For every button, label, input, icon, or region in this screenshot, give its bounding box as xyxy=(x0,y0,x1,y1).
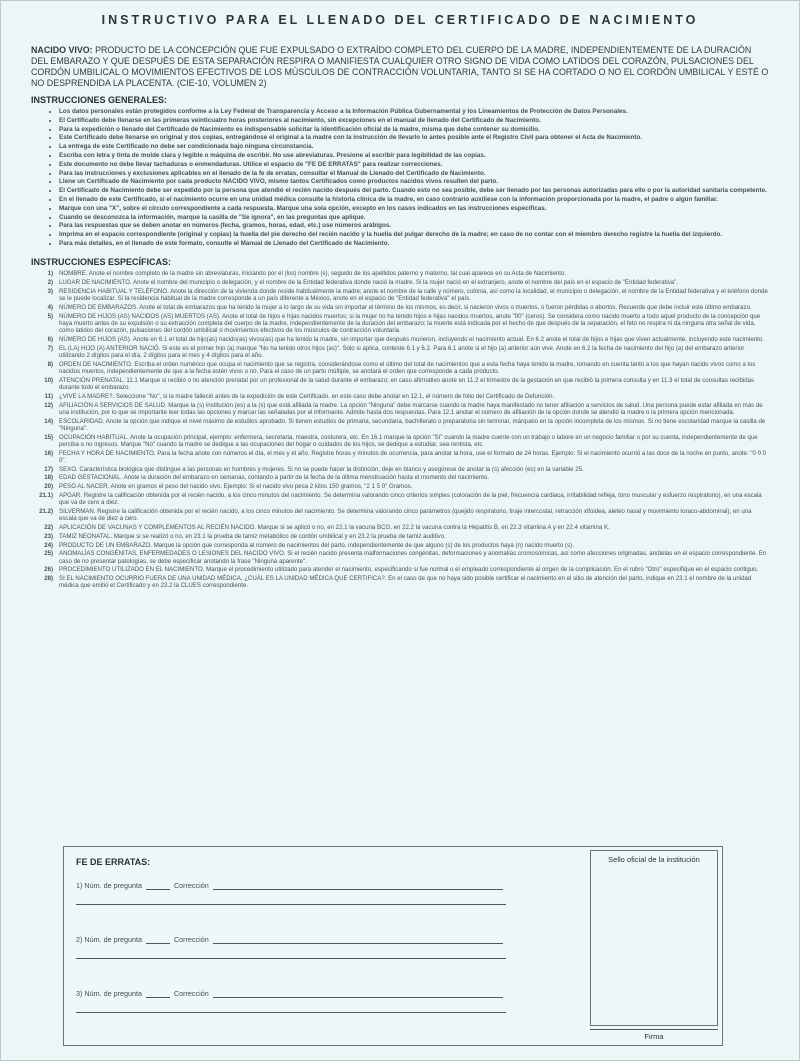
general-instruction-item: • Cuando se desconozca la información, marque la casilla de "Se ignora", en las preguntas que aplique. xyxy=(59,214,769,221)
instruction-number: 16) xyxy=(44,449,53,457)
correction-field-continuation[interactable] xyxy=(76,904,506,905)
instruction-text: EL (LA) HIJO (A) ANTERIOR NACIÓ. Si este es el primer hijo (a) marque "No ha tenido otros hijos (as)". Sólo si aplica, conteste 6.1 y 6.2. Para 6.1 anote si el hijo (a) anterior aún vive. Anote en 6.2 la fecha de nacimiento del hijo (a) del embarazo anterior utilizando 2 dígitos para el día, 2 dígitos para el mes y 4 dígitos para el año. xyxy=(59,344,745,359)
instruction-text: FECHA Y HORA DE NACIMIENTO. Para la fecha anote con números el día, el mes y el año. Registre horas y minutos de ocurrencia, para anotar la hora, use el formato de 24 horas. Ejemplo: Si el nacimiento ocurrió a las doce de la noche en punto, anote: "0 0 0 0". xyxy=(59,449,767,464)
question-number-label: Núm. de pregunta xyxy=(84,935,142,944)
specific-instruction-item xyxy=(31,393,769,400)
instruction-text: LUGAR DE NACIMIENTO. Anote el nombre del municipio o delegación, y el nombre de la Entidad federativa donde nació la madre. Si la mujer nació en el extranjero, anote el nombre del país en el espacio de "Entidad federativa". xyxy=(59,279,679,287)
instruction-number: 2) xyxy=(47,279,53,287)
specific-instruction-item xyxy=(31,508,769,522)
instruction-number: 5) xyxy=(47,312,53,320)
specific-instruction-item xyxy=(31,474,769,481)
general-instruction-item: • Marque con una "X", sobre el círculo correspondiente a cada respuesta. Marque una sola opción, excepto en los casos indicados en las instrucciones específicas. xyxy=(59,205,769,212)
correction-field[interactable] xyxy=(213,997,503,998)
specific-instruction-item xyxy=(31,466,769,473)
instruction-number: 6) xyxy=(47,335,53,343)
instruction-number: 24) xyxy=(44,541,53,549)
instruction-text: SEXO. Característica biológica que distingue a las personas en hombres y mujeres. Si no se puede hacer la distinción, deje en blanco y asegúrese de anotar la (s) afección (es) en la variable 25. xyxy=(59,465,584,473)
specific-instruction-item xyxy=(31,566,769,573)
specific-instruction-item xyxy=(31,575,769,589)
question-number-field[interactable] xyxy=(146,889,170,890)
instruction-number: 20) xyxy=(44,483,53,491)
general-instruction-item: • Los datos personales están protegidos conforme a la Ley Federal de Transparencia y Acceso a la Información Pública Gubernamental y los Lineamientos de Protección de Datos Personales. xyxy=(59,108,769,115)
errata-title: FE DE ERRATAS: xyxy=(76,857,151,867)
general-instruction-item: • Para la expedición o llenado del Certificado de Nacimiento es indispensable solicitar la identificación oficial de la madre, misma que debe contener su domicilio. xyxy=(59,126,769,133)
instruction-text: APLICACIÓN DE VACUNAS Y COMPLEMENTOS AL RECIÉN NACIDO. Marque si se aplicó o no, en 22.1 la vacuna BCG, en 22.2 la vacuna contra la Hepatitis B, en 22.3 vitamina A y en 22.4 vitamina K. xyxy=(59,523,610,531)
general-instruction-item: • Para las respuestas que se deben anotar en números (fecha, gramos, horas, edad, etc.) use números arábigos. xyxy=(59,222,769,229)
instruction-number: 8) xyxy=(47,360,53,368)
general-instruction-item: • Para más detalles, en el llenado de este formato, consulte el Manual de Llenado del Certificado de Nacimiento. xyxy=(59,240,769,247)
instruction-number: 17) xyxy=(44,465,53,473)
instruction-text: PRODUCTO DE UN EMBARAZO. Marque la opción que corresponda al número de nacimientos del parto, independientemente de que alguno (s) de los productos haya (n) nacido muerto (s). xyxy=(59,541,574,549)
instruction-text: EDAD GESTACIONAL. Anote la duración del embarazo en semanas, contando a partir de la fecha de la última menstruación hasta el momento del nacimiento. xyxy=(59,474,490,482)
specific-instruction-item xyxy=(31,345,769,359)
instruction-number: 10) xyxy=(44,376,53,384)
instruction-text: SI EL NACIMIENTO OCURRIÓ FUERA DE UNA UNIDAD MÉDICA, ¿CUÁL ES LA UNIDAD MÉDICA QUE CERTIFICA?. En el caso de que no haya sido posible certificar el nacimiento en el sitio de atención del parto, indique en 23.1 el nombre de la unidad médica que emitió el Certificado y en 23.2 la CLUES correspondiente. xyxy=(59,575,752,590)
definition-paragraph xyxy=(31,45,769,89)
instruction-number: 14) xyxy=(44,417,53,425)
general-instructions-heading: INSTRUCCIONES GENERALES: xyxy=(31,95,168,105)
instruction-number: 22) xyxy=(44,523,53,531)
errata-row xyxy=(76,935,576,959)
instruction-text: OCUPACIÓN HABITUAL. Anote la ocupación principal, ejemplo: enfermera, secretaria, maestra, costurera, etc. En 16.1 marque la opción "Sí" cuando la madre cuente con un trabajo o labore en un negocio familiar o por su cuenta, independientemente de que perciba o no ingresos. Marque "No" cuando la madre se dedique a las ocupaciones del hogar o cuidados de los hijos, se dedique a estudiar, sea rentista, etc. xyxy=(59,433,758,448)
instruction-number: 25) xyxy=(44,550,53,558)
instruction-text: NÚMERO DE HIJOS (AS) NACIDOS (AS) MUERTOS (AS). Anote el total de hijos e hijas nacidos muertos; si la mujer no ha tenido hijos e hijas nacidos muertos, anote "00" (ceros). Se considera como nacido muerto a todo aquel producto de la concepción que haya muerto antes de su expulsión o su extracción completa del cuerpo de la madre, independientemente de la duración del embarazo; la muerte está indicada por el hecho de que después de la separación, el feto no respira ni da ninguna otra señal de vida, como latidos del corazón, pulsaciones del cordón umbilical o movimientos efectivos de los músculos de contracción voluntaria. xyxy=(59,312,761,335)
specific-instructions-list xyxy=(31,270,769,589)
instruction-text: TAMIZ NEONATAL. Marque si se realizó o no, en 23.1 la prueba de tamiz metabólico de cordón umbilical y en 23.2 la prueba de tamiz auditivo. xyxy=(59,532,446,540)
instruction-text: APGAR. Registre la calificación obtenida por el recién nacido, a los cinco minutos del nacimiento. Se determina valorando cinco criterios simples (coloración de la piel, frecuencia cardiaca, irritabilidad refleja, tono muscular y esfuerzo respiratorio), en una escala que va de cero a diez. xyxy=(59,491,762,507)
institution-seal-box xyxy=(590,850,718,1026)
definition-text: PRODUCTO DE LA CONCEPCIÓN QUE FUE EXPULSADO O EXTRAÍDO COMPLETO DEL CUERPO DE LA MADRE, INDEPENDIENTEMENTE DE LA DURACIÓN DEL EMBARAZO Y QUE DESPUÉS DE ESTA SEPARACIÓN RESPIRA O MANIFIESTA CUALQUIER OTRO SIGNO DE VIDA COMO LATIDOS DEL CORAZÓN, PULSACIONES DEL CORDÓN UMBILICAL O MOVIMIENTOS EFECTIVOS DE LOS MÚSCULOS DE CONTRACCIÓN VOLUNTARIA, TANTO SI SE HA CORTADO O NO EL CORDÓN UMBILICAL Y ESTÉ O NO DESPRENDIDA LA PLACENTA. (CIE-10, VOLUMEN 2) xyxy=(31,45,769,88)
errata-box xyxy=(63,846,723,1046)
instruction-text: NOMBRE. Anote el nombre completo de la madre sin abreviaturas, iniciando por el (los) nombre (s), seguido de los apellidos paterno y materno, tal cual aparece en su Acta de Nacimiento. xyxy=(59,270,567,278)
errata-row-number: 2) xyxy=(76,935,83,944)
instruction-number: 23) xyxy=(44,532,53,540)
instruction-text: ¿VIVE LA MADRE?. Seleccione "No", si la madre falleció antes de la expedición de este Certificado, en este caso debe anotar en 12.1, el número de folio del Certificado de Defunción. xyxy=(59,392,555,400)
instruction-number: 3) xyxy=(47,287,53,295)
general-instruction-item: • Imprima en el espacio correspondiente (original y copias) la huella del pie derecho del recién nacido y la huella del pulgar derecho de la madre; en caso de no contar con el miembro derecho registre la huella del izquierdo. xyxy=(59,231,769,238)
instruction-text: ORDEN DE NACIMIENTO. Escriba el orden numérico que ocupa el nacimiento que se registra, considerándose como el último del total de nacimientos que a esta fecha haya tenido la madre, tomando en cuenta tanto a los que hayan nacido vivos como a los nacidos muertos, independientemente de que a la fecha estén vivos o no. Para el caso de un parto múltiple, se anotará el orden que corresponde a cada producto. xyxy=(59,360,756,375)
instruction-text: AFILIACIÓN A SERVICIOS DE SALUD. Marque la (s) institución (es) a la (s) que está afiliada la madre. La opción "Ninguna" debe marcarse cuando la madre haya manifestado no tener afiliación a servicios de salud. Una persona puede estar afiliada en más de una institución, por lo que se importante leer todas las opciones y marcar las señaladas por el informante. Admite hasta dos respuestas. Para 12.1 anotar el número de afiliación de la opción donde se atendió la madre o la primera opción mencionada. xyxy=(59,401,763,416)
specific-instruction-item xyxy=(31,450,769,464)
general-instruction-item: • Escriba con letra y tinta de molde clara y legible o máquina de escribir. No use abreviaturas. Presione al escribir para legibilidad de las copias. xyxy=(59,152,769,159)
specific-instruction-item xyxy=(31,279,769,286)
specific-instruction-item xyxy=(31,418,769,432)
instruction-text: PESO AL NACER. Anote en gramos el peso del nacido vivo. Ejemplo: Si el nacido vivo pesa 2 kilos 150 gramos, "2 1 5 0" Gramos. xyxy=(59,483,413,491)
page-title: INSTRUCTIVO PARA EL LLENADO DEL CERTIFICADO DE NACIMIENTO xyxy=(101,13,699,27)
general-instruction-item: • Este documento no debe llevar tachaduras o enmendaduras. Utilice el espacio de "FE DE ERRATAS" para realizar correcciones. xyxy=(59,161,769,168)
correction-label: Corrección xyxy=(173,935,209,944)
instruction-text: ESCOLARIDAD. Anote la opción que indique el nivel máximo de estudios aprobado. Si tienen estudios de primaria, secundaria, bachillerato o preparatoria sin terminar, márquelo en la opción incompleta de los mismos. Si no tiene escolaridad marque la casilla de "Ninguna". xyxy=(59,417,766,432)
instruction-number: 18) xyxy=(44,474,53,482)
instruction-number: 26) xyxy=(44,566,53,574)
specific-instruction-item xyxy=(31,483,769,490)
instruction-text: ATENCIÓN PRENATAL. 11.1 Marque si recibió o no atención prenatal por un profesional de la salud durante el embarazo; en caso afirmativo anote en 11.2 el trimestre de la gestación en que recibió la primera consulta y en 11.3 el total de consultas recibidas durante todo el embarazo. xyxy=(59,376,755,391)
instruction-text: RESIDENCIA HABITUAL Y TELÉFONO. Anote la dirección de la vivienda donde reside habitualmente la madre; anote el nombre de la calle y número, colonia, así como la localidad, el municipio o delegación, el nombre de la Entidad federativa y el teléfono donde se le puede localizar. Si la residencia habitual de la madre corresponde a un país diferente a México, anote en el espacio de "Entidad federativa" el país. xyxy=(59,287,768,303)
signature-line xyxy=(590,1029,718,1030)
general-instruction-item: • Para las instrucciones y exclusiones aplicables en el llenado de la fe de erratas, consultar el Manual de Llenado del Certificado de Nacimiento. xyxy=(59,170,769,177)
instruction-number: 1) xyxy=(47,270,53,278)
signature-label: Firma xyxy=(644,1032,664,1041)
instruction-number: 11) xyxy=(44,392,53,400)
specific-instruction-item xyxy=(31,361,769,375)
instruction-number: 12) xyxy=(44,401,53,409)
specific-instruction-item xyxy=(31,402,769,416)
errata-row xyxy=(76,989,576,1013)
specific-instruction-item xyxy=(31,550,769,564)
instruction-number: 21.1) xyxy=(39,491,53,499)
errata-row xyxy=(76,881,576,905)
definition-term: NACIDO VIVO: xyxy=(31,45,93,55)
instruction-text: PROCEDIMIENTO UTILIZADO EN EL NACIMIENTO. Marque el procedimiento utilizado para atender el nacimiento, especificando si fue normal o el empleado correspondiente al origen de la complicación. En el rubro "Otro" especifique en el espacio contiguo. xyxy=(59,566,759,574)
question-number-field[interactable] xyxy=(146,943,170,944)
specific-instruction-item xyxy=(31,270,769,277)
instruction-number: 15) xyxy=(44,433,53,441)
general-instruction-item: • En el llenado de este Certificado, si el nacimiento ocurre en una unidad médica consulte la historia clínica de la madre, en caso contrario auxíliese con la información proporcionada por la madre, el padre o algún familiar. xyxy=(59,196,769,203)
specific-instruction-item xyxy=(31,304,769,311)
specific-instruction-item xyxy=(31,524,769,531)
correction-field[interactable] xyxy=(213,943,503,944)
instruction-number: 28) xyxy=(44,575,53,583)
specific-instruction-item xyxy=(31,313,769,335)
correction-label: Corrección xyxy=(173,989,209,998)
specific-instruction-item xyxy=(31,533,769,540)
correction-field[interactable] xyxy=(213,889,503,890)
errata-row-number: 1) xyxy=(76,881,83,890)
instruction-number: 7) xyxy=(47,344,53,352)
instruction-text: NÚMERO DE HIJOS (AS). Anote en 6.1 el total de hijo(as) nacido(as) vivos(as) que ha tenido la madre, sin importar que después murieron, incluyendo el nacimiento actual. En 6.2 anote el total de hijos e hijas que viven actualmente, incluyendo este nacimiento. xyxy=(59,335,764,343)
general-instruction-item: • El Certificado de Nacimiento debe ser expedido por la persona que atendió el recién nacido después del parto. Cuando esto no sea posible, debe ser llenado por las personas autorizadas para ello o por la autoridad sanitaria competente. xyxy=(59,187,769,194)
specific-instruction-item xyxy=(31,336,769,343)
errata-row-number: 3) xyxy=(76,989,83,998)
specific-instruction-item xyxy=(31,377,769,391)
general-instruction-item: • La entrega de este Certificado no debe ser condicionada bajo ninguna circunstancia. xyxy=(59,143,769,150)
question-number-label: Núm. de pregunta xyxy=(84,989,142,998)
instruction-text: ANOMALÍAS CONGÉNITAS, ENFERMEDADES O LESIONES DEL NACIDO VIVO. Si el recién nacido presenta malformaciones congénitas, deformaciones y anomalías cromosómicas, así como afecciones originadas, anótelas en el espacio correspondiente. En caso de no presentar patologías, se debe especificar anotando la frase "Ninguna aparente". xyxy=(59,550,767,565)
general-instructions-list xyxy=(37,108,769,247)
specific-instruction-item xyxy=(31,492,769,506)
specific-instruction-item xyxy=(31,288,769,302)
instruction-number: 4) xyxy=(47,303,53,311)
general-instruction-item: • Llene un Certificado de Nacimiento por cada producto NACIDO VIVO, mismo tantos Certificados como productos nacidos vivos resulten del parto. xyxy=(59,178,769,185)
correction-field-continuation[interactable] xyxy=(76,1012,506,1013)
question-number-field[interactable] xyxy=(146,997,170,998)
correction-label: Corrección xyxy=(173,881,209,890)
instruction-text: NÚMERO DE EMBARAZOS. Anote el total de embarazos que ha tenido la mujer a lo largo de su vida sin importar el término de los mismos, es decir, si nacieron vivos o muertos, o fueron pérdidas o abortos. Recuerde que debe incluir este último embarazo. xyxy=(59,303,752,311)
instruction-number: 21.2) xyxy=(39,507,53,515)
general-instruction-item: • El Certificado debe llenarse en las primeras veinticuatro horas posteriores al nacimiento, sin excepciones en el manual de llenado del Certificado de Nacimiento. xyxy=(59,117,769,124)
specific-instruction-item xyxy=(31,542,769,549)
specific-instructions-heading: INSTRUCCIONES ESPECÍFICAS: xyxy=(31,257,172,268)
question-number-label: Núm. de pregunta xyxy=(84,881,142,890)
instruction-text: SILVERMAN. Registre la calificación obtenida por el recién nacido, a los cinco minutos del nacimiento. Se determina valorando cinco parámetros (quejido respiratorio, tiraje intercostal, retracción xifoidea, aleteo nasal y movimiento toraco-abdominal), en una escala que va de diez a cero. xyxy=(59,507,752,523)
general-instruction-item: • Este Certificado debe llenarse en original y dos copias, entregándose el original a la madre con la instrucción de llevarlo lo antes posible ante el Registro Civil para obtener el Acta de Nacimiento. xyxy=(59,134,769,141)
specific-instruction-item xyxy=(31,434,769,448)
seal-label: Sello oficial de la institución xyxy=(608,855,700,864)
correction-field-continuation[interactable] xyxy=(76,958,506,959)
